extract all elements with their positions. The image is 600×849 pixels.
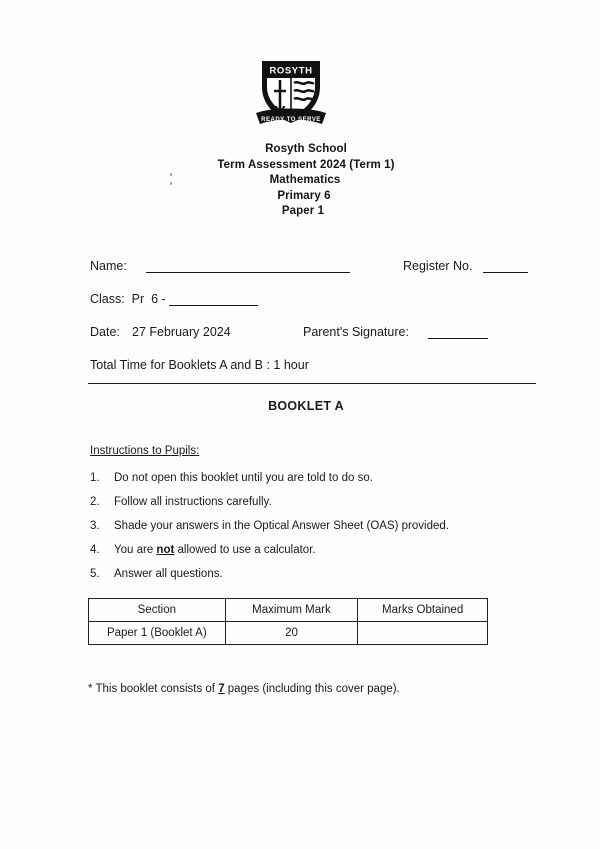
section-divider (88, 383, 536, 384)
date-label: Date: (90, 325, 120, 339)
marks-table (88, 598, 488, 645)
footnote-pre: * This booklet consists of (88, 683, 219, 695)
list-item-text: Follow all instructions carefully. (114, 496, 272, 508)
class-label: Class: Pr 6 - (90, 292, 166, 306)
list-item-text: Shade your answers in the Optical Answer Sheet (OAS) provided. (114, 520, 449, 532)
list-item (90, 494, 520, 518)
list-item-text: You are not allowed to use a calculator. (114, 544, 316, 556)
table-row (89, 622, 488, 645)
parent-signature-input[interactable] (428, 338, 488, 339)
date-signature-row (90, 322, 535, 355)
svg-text:READY TO SERVE: READY TO SERVE (261, 117, 321, 123)
list-item (90, 470, 520, 494)
class-row (90, 289, 535, 322)
list-item (90, 542, 520, 566)
register-no-input[interactable] (483, 272, 528, 273)
column-header-marks-obtained: Marks Obtained (358, 599, 488, 622)
class-input[interactable] (169, 305, 258, 306)
footnote (88, 683, 400, 695)
instructions-list (90, 470, 520, 590)
table-header-row (89, 599, 488, 622)
register-no-label: Register No. (403, 259, 473, 273)
list-item (90, 566, 520, 590)
scan-artifact-dot (170, 173, 172, 176)
column-header-section: Section (89, 599, 226, 622)
scan-artifact-dot (170, 182, 172, 185)
list-item-number: 2. (90, 496, 100, 508)
footnote-page-count: 7 (218, 683, 225, 695)
footnote-post: pages (including this cover page). (224, 683, 400, 695)
instructions-title: Instructions to Pupils: (90, 445, 200, 457)
page-title (0, 142, 600, 220)
list-item-number: 3. (90, 520, 100, 532)
booklet-heading: BOOKLET A (268, 399, 344, 413)
cell-marks-obtained[interactable] (358, 622, 488, 645)
cell-maximum-mark: 20 (225, 622, 358, 645)
particulars-section (90, 256, 535, 388)
emphasis-not: not (156, 544, 175, 556)
list-item-text: Do not open this booklet until you are told to do so. (114, 472, 373, 484)
list-item-number: 1. (90, 472, 100, 484)
title-line-school: Rosyth School (265, 143, 347, 155)
title-line-level: Primary 6 (277, 189, 331, 202)
list-item-number: 4. (90, 544, 100, 556)
title-line-paper: Paper 1 (281, 205, 325, 217)
cell-section: Paper 1 (Booklet A) (89, 622, 226, 645)
date-value: 27 February 2024 (132, 325, 231, 339)
name-label: Name: (90, 259, 127, 273)
title-line-assessment: Term Assessment 2024 (Term 1) (217, 158, 395, 171)
name-input[interactable] (146, 272, 350, 273)
total-time-text: Total Time for Booklets A and B : 1 hour (90, 358, 309, 372)
column-header-maximum-mark: Maximum Mark (225, 599, 358, 622)
parent-signature-label: Parent's Signature: (303, 325, 409, 339)
title-line-subject: Mathematics (269, 174, 341, 186)
list-item (90, 518, 520, 542)
name-register-row (90, 256, 535, 289)
svg-text:ROSYTH: ROSYTH (269, 65, 313, 77)
school-crest-icon (252, 57, 330, 131)
list-item-number: 5. (90, 568, 100, 580)
list-item-text: Answer all questions. (114, 568, 223, 580)
